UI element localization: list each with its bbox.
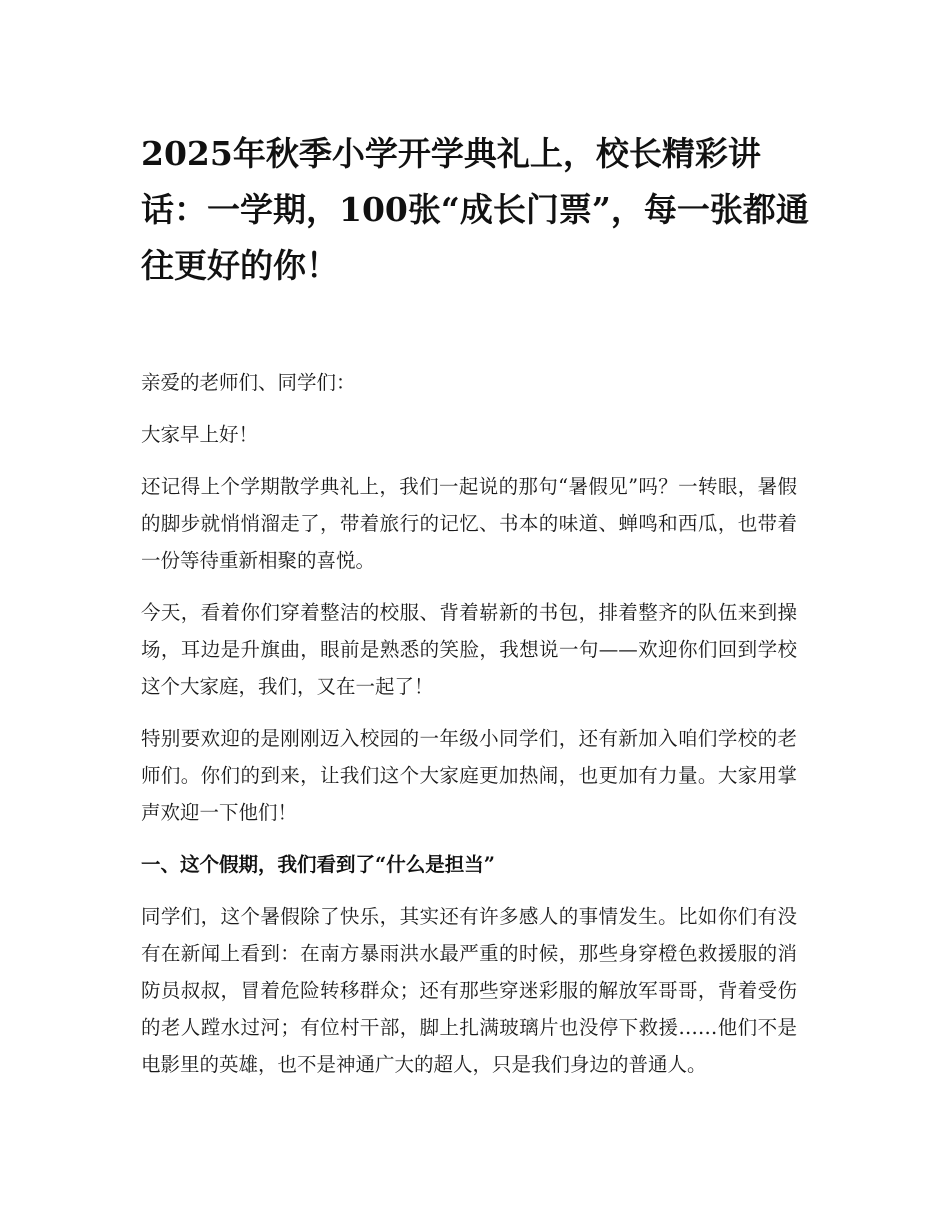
welcome-back-paragraph: 今天，看着你们穿着整洁的校服、背着崭新的书包，排着整齐的队伍来到操场，耳边是升旗曲，眼前是熟悉的笑脸，我想说一句——欢迎你们回到学校这个大家庭，我们，又在一起了！ (141, 601, 797, 698)
morning-greeting-paragraph: 大家早上好！ (141, 423, 259, 446)
heroes-paragraph: 同学们，这个暑假除了快乐，其实还有许多感人的事情发生。比如你们有没有在新闻上看到：在南方暴雨洪水最严重的时候，那些身穿橙色救援服的消防员叔叔，冒着危险转移群众；还有那些穿迷彩服的解放军哥哥，背着受伤的老人蹚水过河；有位村干部，脚上扎满玻璃片也没停下救援……他们不是电影里的英雄，也不是神通广大的超人，只是我们身边的普通人。 (141, 905, 797, 1076)
document-title: 2025年秋季小学开学典礼上，校长精彩讲话：一学期，100张“成长门票”，每一张都通往更好的你！ (141, 134, 809, 285)
greeting-paragraph: 亲爱的老师们、同学们： (141, 371, 356, 394)
section-heading-responsibility: 一、这个假期，我们看到了“什么是担当” (141, 853, 495, 876)
summer-memory-paragraph: 还记得上个学期散学典礼上，我们一起说的那句“暑假见”吗？一转眼，暑假的脚步就悄悄溜走了，带着旅行的记忆、书本的味道、蝉鸣和西瓜，也带着一份等待重新相聚的喜悦。 (141, 475, 797, 572)
document-body (141, 364, 797, 1098)
welcome-new-paragraph: 特别要欢迎的是刚刚迈入校园的一年级小同学们，还有新加入咱们学校的老师们。你们的到来，让我们这个大家庭更加热闹，也更加有力量。大家用掌声欢迎一下他们！ (141, 727, 797, 824)
